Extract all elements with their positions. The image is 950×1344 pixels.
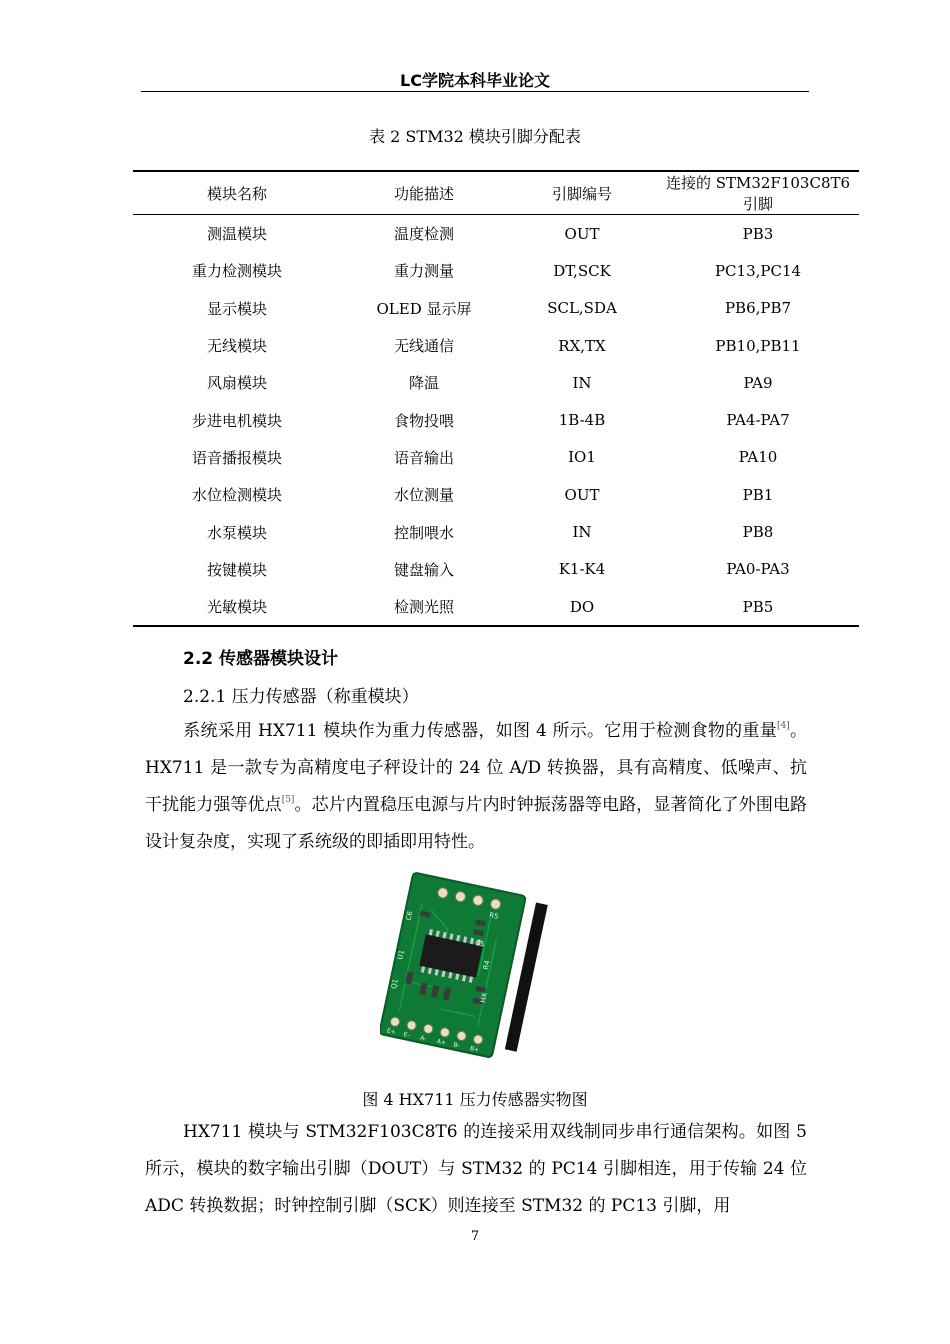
table-row xyxy=(133,252,859,289)
svg-text:C5: C5 xyxy=(474,938,486,949)
cell-function: 重力测量 xyxy=(393,262,454,281)
section-heading: 2.2 传感器模块设计 xyxy=(183,649,339,669)
table-row xyxy=(133,290,859,327)
cell-stm32-pin: PA10 xyxy=(738,448,778,467)
citation-ref: [4] xyxy=(776,721,790,731)
cell-stm32-pin: PC13,PC14 xyxy=(714,261,802,280)
svg-text:U1: U1 xyxy=(396,949,406,961)
column-header-pin: 引脚编号 xyxy=(507,171,657,215)
table-body xyxy=(133,215,859,627)
svg-text:E-: E- xyxy=(402,1030,411,1040)
cell-pin: OUT xyxy=(564,224,600,243)
table-caption: 表 2 STM32 模块引脚分配表 xyxy=(369,127,581,146)
cell-stm32-pin: PB8 xyxy=(742,523,774,542)
paragraph-text: 。芯片内置稳压电源与片内时钟振荡器等电路，显著简化了外围电路设计复杂度，实现了系统级的即插即用特性。 xyxy=(145,795,808,852)
cell-pin: IN xyxy=(572,523,592,542)
table-row xyxy=(133,439,859,476)
paragraph-text: 。HX711 是一款专为高精度电子秤设计的 24 位 A/D 转换器，具有高精度、低噪声、抗干扰能力强等优点 xyxy=(145,721,808,815)
paragraph-text: 系统采用 HX711 模块作为重力传感器，如图 4 所示。它用于检测食物的重量 xyxy=(183,721,777,741)
svg-text:E+: E+ xyxy=(386,1027,397,1037)
column-header-stm32-pin: 连接的 STM32F103C8T6 引脚 xyxy=(657,171,859,215)
cell-stm32-pin: PB10,PB11 xyxy=(715,336,801,355)
svg-text:HX: HX xyxy=(478,991,489,1004)
page-number: 7 xyxy=(470,1229,480,1244)
cell-stm32-pin: PB3 xyxy=(742,224,774,243)
table-row xyxy=(133,551,859,588)
cell-pin: RX,TX xyxy=(558,336,606,355)
pcb-board xyxy=(380,872,526,1057)
running-header-title: LC学院本科毕业论文 xyxy=(400,71,550,90)
table-row xyxy=(133,364,859,401)
cell-stm32-pin: PA0-PA3 xyxy=(726,560,790,579)
cell-function: OLED 显示屏 xyxy=(376,299,472,318)
cell-module-name: 无线模块 xyxy=(206,337,267,356)
cell-pin: DO xyxy=(569,597,595,616)
cell-pin: SCL,SDA xyxy=(547,299,617,318)
svg-text:B+: B+ xyxy=(469,1045,480,1054)
cell-function: 食物投喂 xyxy=(393,411,454,430)
cell-pin: IO1 xyxy=(568,448,596,467)
cell-stm32-pin: PB6,PB7 xyxy=(724,299,792,318)
table-row xyxy=(133,588,859,626)
svg-text:A+: A+ xyxy=(436,1038,447,1047)
cell-function: 键盘输入 xyxy=(393,560,454,579)
cell-pin: IN xyxy=(572,373,592,392)
cell-function: 检测光照 xyxy=(393,598,454,617)
svg-text:Q1: Q1 xyxy=(389,978,400,990)
hx711-module-photo xyxy=(380,870,590,1070)
cell-pin: 1B-4B xyxy=(558,411,606,430)
cell-module-name: 显示模块 xyxy=(206,299,267,318)
citation-ref: [5] xyxy=(281,795,295,805)
svg-text:C6: C6 xyxy=(404,910,415,922)
cell-module-name: 风扇模块 xyxy=(206,374,267,393)
table-row xyxy=(133,215,859,253)
column-header-function: 功能描述 xyxy=(341,171,507,215)
cell-module-name: 重力检测模块 xyxy=(191,262,282,281)
cell-function: 水位测量 xyxy=(393,486,454,505)
pin-assignment-table xyxy=(133,170,859,627)
cell-pin: DT,SCK xyxy=(553,261,611,280)
svg-text:R5: R5 xyxy=(488,911,500,921)
paragraph-hx711-connection xyxy=(145,1114,807,1225)
cell-stm32-pin: PB5 xyxy=(742,597,774,616)
cell-function: 语音输出 xyxy=(393,448,454,467)
paragraph-text: HX711 模块与 STM32F103C8T6 的连接采用双线制同步串行通信架构。如图 5 所示，模块的数字输出引脚（DOUT）与 STM32 的 PC14 引脚相连，用于传输 24 位 ADC 转换数据；时钟控制引脚（SCK）则连接至 STM32 的 PC13 引脚，用 xyxy=(145,1122,807,1216)
cell-module-name: 步进电机模块 xyxy=(191,411,282,430)
cell-stm32-pin: PB1 xyxy=(742,485,774,504)
cell-module-name: 语音播报模块 xyxy=(191,448,282,467)
table-row xyxy=(133,327,859,364)
header-rule xyxy=(141,91,809,92)
cell-function: 控制喂水 xyxy=(393,523,454,542)
cell-module-name: 按键模块 xyxy=(206,560,267,579)
table-header-row xyxy=(133,171,859,215)
figure-caption: 图 4 HX711 压力传感器实物图 xyxy=(362,1090,588,1109)
cell-function: 降温 xyxy=(408,374,439,393)
cell-module-name: 水泵模块 xyxy=(206,523,267,542)
paragraph-hx711-intro xyxy=(145,713,807,861)
cell-function: 温度检测 xyxy=(393,225,454,244)
table-row xyxy=(133,513,859,550)
cell-stm32-pin: PA9 xyxy=(743,373,773,392)
cell-module-name: 光敏模块 xyxy=(206,598,267,617)
cell-module-name: 测温模块 xyxy=(206,225,267,244)
cell-pin: OUT xyxy=(564,485,600,504)
cell-function: 无线通信 xyxy=(393,337,454,356)
cell-stm32-pin: PA4-PA7 xyxy=(726,411,790,430)
cell-module-name: 水位检测模块 xyxy=(191,486,282,505)
cell-pin: K1-K4 xyxy=(558,560,606,579)
table-row xyxy=(133,401,859,438)
svg-text:R4: R4 xyxy=(481,959,492,971)
table-row xyxy=(133,476,859,513)
column-header-module: 模块名称 xyxy=(133,171,341,215)
subsection-heading: 2.2.1 压力传感器（称重模块） xyxy=(183,687,419,707)
svg-text:B-: B- xyxy=(452,1041,461,1050)
svg-text:A-: A- xyxy=(419,1034,427,1043)
